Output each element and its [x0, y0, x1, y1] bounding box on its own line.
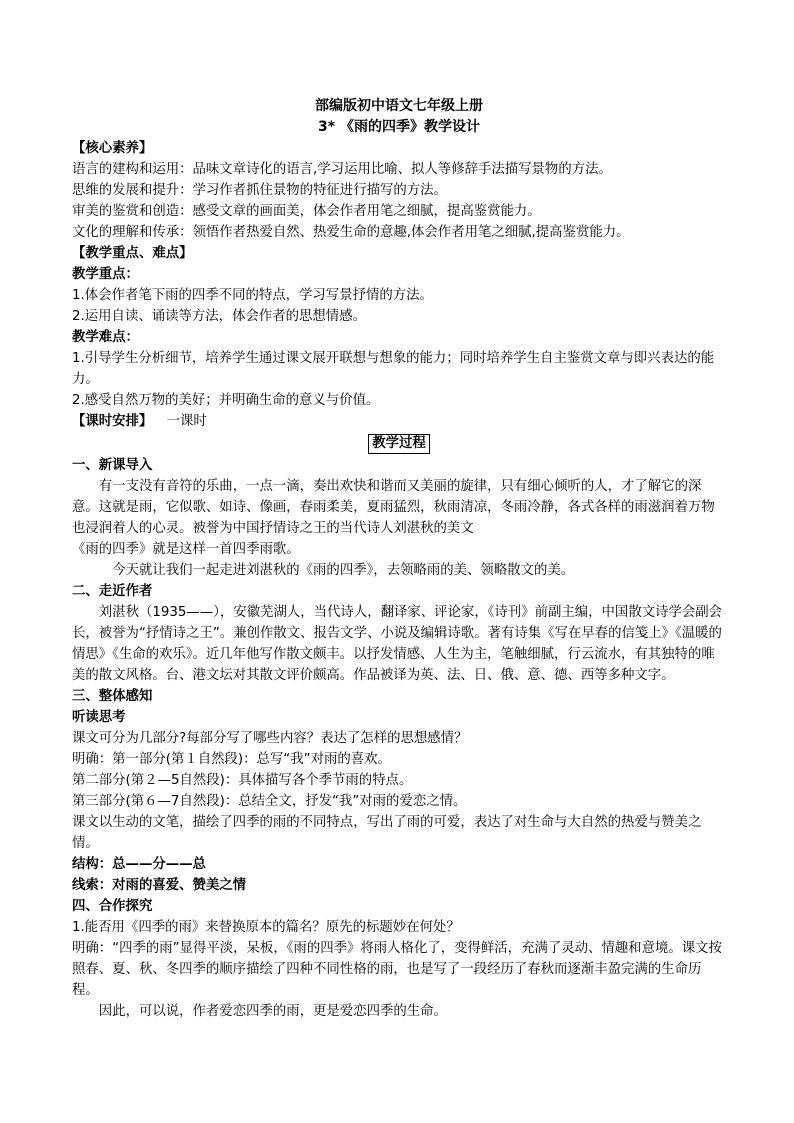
s3-line: 课文可分为几部分?每部分写了哪些内容？表达了怎样的思想感情？: [72, 731, 468, 746]
s4-question: 1.能否用《四季的雨》来替换原本的篇名？原先的标题妙在何处？: [72, 920, 460, 935]
s3-line: 第三部分(第６—7自然段)：总结全文，抒发“我”对雨的爱恋之情。: [72, 794, 467, 809]
key-heading: 【教学重点、难点】: [72, 246, 193, 261]
process-box-wrap: [72, 432, 726, 455]
key-label: 教学重点：: [72, 267, 139, 282]
s3-line: 明确：第一部分(第１自然段)：总写“我”对雨的喜欢。: [72, 752, 391, 767]
section-heading-3: 三、整体感知: [72, 689, 153, 704]
s2-paragraph: 刘湛秋（1935——），安徽芜湖人，当代诗人，翻译家、评论家，《诗刊》前副主编，中国散文诗学会副会长，被誉为“抒情诗之王”。兼创作散文、报告文学、小说及编辑诗歌。著有诗集《写在早春的信笺上》《温暖的情思》《生命的欢乐》。近几年他写作散文颇丰。以抒发情感、人生为主，笔触细腻，行云流水，有其独特的唯美的散文风格。台、港文坛对其散文评价颇高。作品被译为英、法、日、俄、意、德、西等多种文字。: [72, 605, 723, 683]
s3-line: 第二部分(第２—5自然段)：具体描写各个季节雨的特点。: [72, 773, 413, 788]
schedule-line: [72, 411, 726, 432]
s3-subheading: 听读思考: [72, 710, 126, 725]
section-heading-4: 四、合作探究: [72, 899, 153, 914]
s1-paragraph-cont: 《雨的四季》就是这样一首四季雨歌。: [72, 542, 300, 557]
schedule-label: 【课时安排】: [72, 414, 153, 429]
section-heading-1: 一、新课导入: [72, 458, 153, 473]
core-heading: 【核心素养】: [72, 141, 153, 156]
core-item: 审美的鉴赏和创造：感受文章的画面美，体会作者用笔之细腻，提高鉴赏能力。: [72, 204, 541, 219]
doc-title-lesson: 3* 《雨的四季》教学设计: [318, 119, 480, 135]
s3-line: 课文以生动的文笔，描绘了四季的雨的不同特点，写出了雨的可爱，表达了对生命与大自然的热爱与赞美之情。: [72, 815, 702, 851]
diff-point: 1.引导学生分析细节，培养学生通过课文展开联想与想象的能力；同时培养学生自主鉴赏文章与即兴表达的能力。: [72, 351, 715, 387]
s1-paragraph-closing: 今天就让我们一起走进刘湛秋的《雨的四季》，去领略雨的美、领略散文的美。: [112, 563, 575, 578]
s4-answer: 明确：“四季的雨”显得平淡，呆板，《雨的四季》将雨人格化了，变得鲜活，充满了灵动、情趣和意境。课文按照春、夏、秋、冬四季的顺序描绘了四种不同性格的雨，也是写了一段经历了春秋而逐渐丰盈完满的生命历程。: [72, 941, 722, 998]
core-item: 语言的建构和运用：品味文章诗化的语言,学习运用比喻、拟人等修辞手法描写景物的方法。: [72, 162, 612, 177]
key-point: 1.体会作者笔下雨的四季不同的特点，学习写景抒情的方法。: [72, 288, 433, 303]
s4-conclusion: 因此，可以说，作者爱恋四季的雨，更是爱恋四季的生命。: [98, 1004, 447, 1019]
core-item: 文化的理解和传承：领悟作者热爱自然、热爱生命的意趣,体会作者用笔之细腻,提高鉴赏能力。: [72, 225, 630, 240]
core-item: 思维的发展和提升：学习作者抓住景物的特征进行描写的方法。: [72, 183, 447, 198]
schedule-value: 一课时: [166, 414, 207, 429]
diff-label: 教学难点：: [72, 330, 139, 345]
s1-paragraph: 有一支没有音符的乐曲，一点一滴，奏出欢快和谐而又美丽的旋律，只有细心倾听的人，才了解它的深意。这就是雨，它似歌、如诗、像画，春雨柔美，夏雨猛烈，秋雨清凉，冬雨冷静，各式各样的雨滋润着万物也浸润着人的心灵。被誉为中国抒情诗之王的当代诗人刘湛秋的美文: [72, 479, 715, 536]
s3-structure: 结构：总——分——总: [72, 857, 206, 872]
section-heading-2: 二、走近作者: [72, 584, 153, 599]
document-page: [72, 96, 726, 1022]
key-point: 2.运用自读、诵读等方法，体会作者的思想情感。: [72, 309, 366, 324]
process-box: 教学过程: [368, 434, 430, 454]
s3-clue: 线索：对雨的喜爱、赞美之情: [72, 878, 247, 893]
diff-point: 2.感受自然万物的美好；并明确生命的意义与价值。: [72, 393, 380, 408]
doc-title-series: 部编版初中语文七年级上册: [315, 98, 483, 114]
